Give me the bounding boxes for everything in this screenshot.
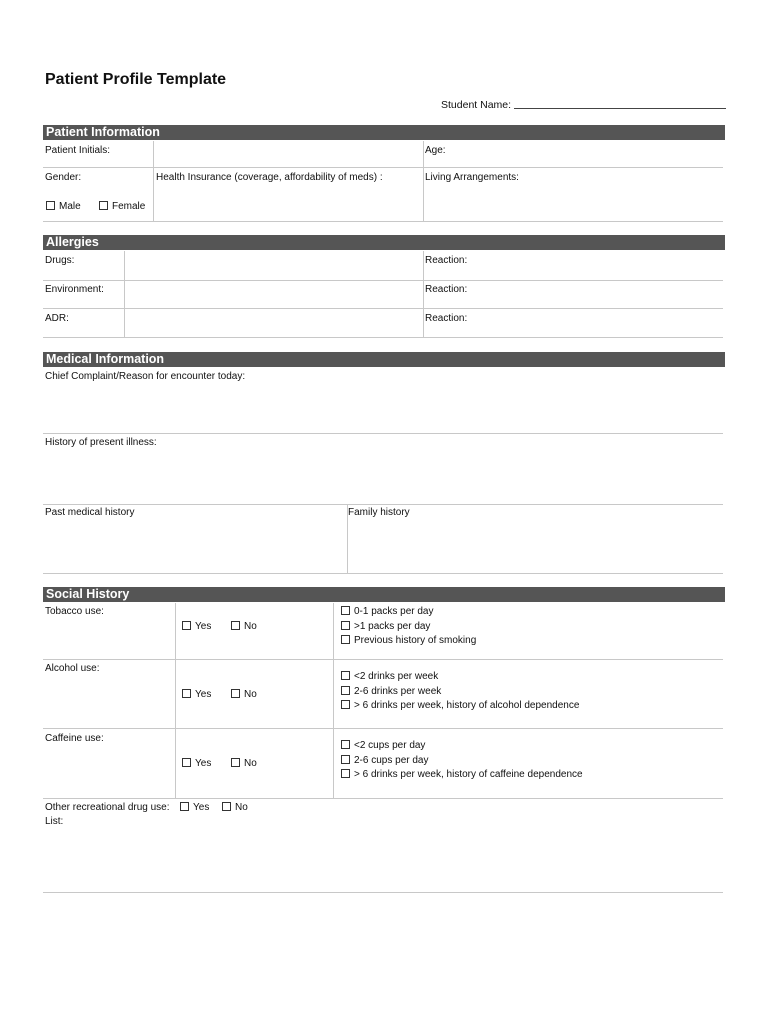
row-divider xyxy=(43,337,723,338)
chief-complaint-label: Chief Complaint/Reason for encounter today: xyxy=(45,371,246,382)
tobacco-use-label: Tobacco use: xyxy=(45,606,104,617)
allergy-adr-reaction-label: Reaction: xyxy=(425,313,468,324)
divider xyxy=(153,141,154,221)
row-divider xyxy=(43,221,723,222)
alcohol-option-1[interactable]: <2 drinks per week xyxy=(341,671,438,682)
other-drug-use-label: Other recreational drug use: xyxy=(45,802,170,813)
checkbox[interactable] xyxy=(182,758,191,767)
checkbox[interactable] xyxy=(341,606,350,615)
allergies-header: Allergies xyxy=(43,235,725,250)
alcohol-no-option[interactable]: No xyxy=(231,689,257,700)
divider xyxy=(423,251,424,337)
row-divider xyxy=(43,167,723,168)
allergy-environment-label: Environment: xyxy=(45,284,104,295)
checkbox[interactable] xyxy=(341,769,350,778)
other-drug-no-option[interactable]: No xyxy=(222,802,248,813)
row-divider xyxy=(43,433,723,434)
tobacco-option-2[interactable]: >1 packs per day xyxy=(341,621,430,632)
age-label: Age: xyxy=(425,145,446,156)
page-title: Patient Profile Template xyxy=(45,71,227,88)
checkbox[interactable] xyxy=(341,755,350,764)
gender-male-option[interactable]: Male xyxy=(46,201,81,212)
alcohol-option-2[interactable]: 2-6 drinks per week xyxy=(341,686,441,697)
alcohol-use-label: Alcohol use: xyxy=(45,663,100,674)
alcohol-option-3[interactable]: > 6 drinks per week, history of alcohol dependence xyxy=(341,700,579,711)
past-medical-history-label: Past medical history xyxy=(45,507,135,518)
caffeine-option-2[interactable]: 2-6 cups per day xyxy=(341,755,429,766)
row-divider xyxy=(43,308,723,309)
row-divider xyxy=(43,280,723,281)
present-illness-label: History of present illness: xyxy=(45,437,157,448)
checkbox[interactable] xyxy=(231,689,240,698)
gender-female-option[interactable]: Female xyxy=(99,201,145,212)
patient-initials-label: Patient Initials: xyxy=(45,145,111,156)
checkbox[interactable] xyxy=(182,621,191,630)
checkbox[interactable] xyxy=(180,802,189,811)
row-divider xyxy=(43,798,723,799)
caffeine-option-1[interactable]: <2 cups per day xyxy=(341,740,425,751)
allergy-adr-label: ADR: xyxy=(45,313,69,324)
caffeine-use-label: Caffeine use: xyxy=(45,733,104,744)
other-drug-yes-option[interactable]: Yes xyxy=(180,802,209,813)
caffeine-no-option[interactable]: No xyxy=(231,758,257,769)
checkbox[interactable] xyxy=(341,700,350,709)
row-divider xyxy=(43,892,723,893)
checkbox[interactable] xyxy=(341,686,350,695)
family-history-label: Family history xyxy=(348,507,410,518)
allergy-environment-reaction-label: Reaction: xyxy=(425,284,468,295)
checkbox[interactable] xyxy=(341,635,350,644)
checkbox[interactable] xyxy=(222,802,231,811)
divider xyxy=(175,603,176,798)
checkbox[interactable] xyxy=(231,758,240,767)
divider xyxy=(333,603,334,798)
checkbox[interactable] xyxy=(182,689,191,698)
allergy-drugs-reaction-label: Reaction: xyxy=(425,255,468,266)
caffeine-option-3[interactable]: > 6 drinks per week, history of caffeine dependence xyxy=(341,769,583,780)
checkbox[interactable] xyxy=(99,201,108,210)
checkbox[interactable] xyxy=(341,671,350,680)
row-divider xyxy=(43,659,723,660)
student-name-line[interactable] xyxy=(514,98,726,109)
checkbox[interactable] xyxy=(341,740,350,749)
row-divider xyxy=(43,504,723,505)
patient-info-header: Patient Information xyxy=(43,125,725,140)
gender-label: Gender: xyxy=(45,172,82,183)
row-divider xyxy=(43,728,723,729)
medical-info-header: Medical Information xyxy=(43,352,725,367)
row-divider xyxy=(43,573,723,574)
tobacco-yes-option[interactable]: Yes xyxy=(182,621,211,632)
caffeine-yes-option[interactable]: Yes xyxy=(182,758,211,769)
drug-list-label: List: xyxy=(45,816,64,827)
student-name-label: Student Name: xyxy=(441,99,512,111)
divider xyxy=(423,141,424,221)
checkbox[interactable] xyxy=(231,621,240,630)
living-arrangements-label: Living Arrangements: xyxy=(425,172,519,183)
checkbox[interactable] xyxy=(341,621,350,630)
divider xyxy=(124,251,125,337)
tobacco-option-1[interactable]: 0-1 packs per day xyxy=(341,606,434,617)
checkbox[interactable] xyxy=(46,201,55,210)
social-history-header: Social History xyxy=(43,587,725,602)
student-name-field[interactable] xyxy=(441,98,726,111)
alcohol-yes-option[interactable]: Yes xyxy=(182,689,211,700)
tobacco-option-3[interactable]: Previous history of smoking xyxy=(341,635,476,646)
tobacco-no-option[interactable]: No xyxy=(231,621,257,632)
health-insurance-label: Health Insurance (coverage, affordability of meds) : xyxy=(156,172,383,183)
allergy-drugs-label: Drugs: xyxy=(45,255,75,266)
